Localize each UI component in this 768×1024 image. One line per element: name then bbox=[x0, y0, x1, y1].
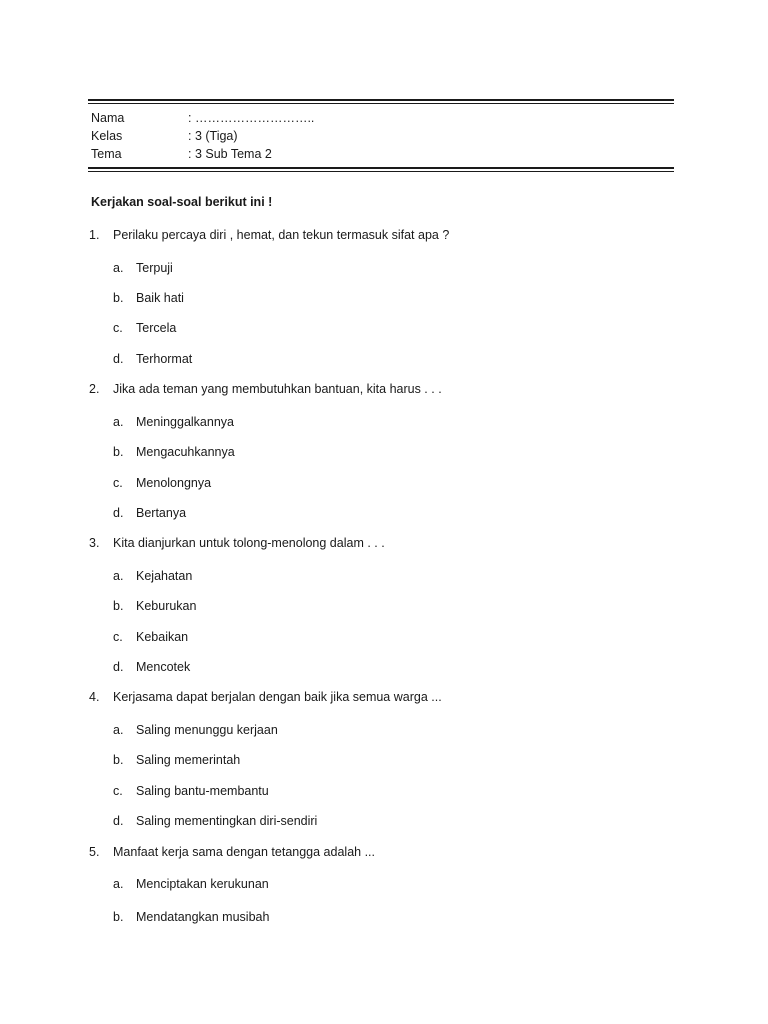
question-text: Manfaat kerja sama dengan tetangga adalah ... bbox=[113, 845, 375, 859]
option-letter: b. bbox=[113, 910, 124, 924]
option-letter: d. bbox=[113, 660, 124, 674]
option-text: Kejahatan bbox=[136, 569, 193, 583]
option-letter: b. bbox=[113, 291, 124, 305]
option-letter: d. bbox=[113, 814, 124, 828]
option-letter: a. bbox=[113, 877, 124, 891]
option-letter: c. bbox=[113, 630, 123, 644]
question-number: 2. bbox=[89, 382, 100, 396]
option-text: Saling memerintah bbox=[136, 753, 241, 767]
header-bottom-rule bbox=[88, 167, 674, 172]
option-text: Terpuji bbox=[136, 261, 173, 275]
option-text: Keburukan bbox=[136, 599, 197, 613]
option-letter: d. bbox=[113, 506, 124, 520]
option-text: Saling bantu-membantu bbox=[136, 784, 269, 798]
question-number: 5. bbox=[89, 845, 100, 859]
option-text: Terhormat bbox=[136, 352, 193, 366]
option-letter: b. bbox=[113, 599, 124, 613]
question-number: 1. bbox=[89, 228, 100, 242]
option-text: Mengacuhkannya bbox=[136, 445, 235, 459]
kelas-label: Kelas bbox=[91, 129, 123, 143]
option-text: Mencotek bbox=[136, 660, 191, 674]
option-text: Meninggalkannya bbox=[136, 415, 234, 429]
option-text: Baik hati bbox=[136, 291, 184, 305]
option-letter: b. bbox=[113, 445, 124, 459]
instruction-heading: Kerjakan soal-soal berikut ini ! bbox=[91, 195, 273, 209]
option-text: Menciptakan kerukunan bbox=[136, 877, 269, 891]
question-text: Perilaku percaya diri , hemat, dan tekun termasuk sifat apa ? bbox=[113, 228, 450, 242]
option-letter: c. bbox=[113, 476, 123, 490]
question-number: 3. bbox=[89, 536, 100, 550]
question-number: 4. bbox=[89, 690, 100, 704]
option-text: Menolongnya bbox=[136, 476, 212, 490]
option-text: Saling menunggu kerjaan bbox=[136, 723, 278, 737]
option-text: Bertanya bbox=[136, 506, 187, 520]
option-text: Saling mementingkan diri-sendiri bbox=[136, 814, 318, 828]
option-letter: a. bbox=[113, 261, 124, 275]
option-text: Mendatangkan musibah bbox=[136, 910, 270, 924]
option-letter: a. bbox=[113, 723, 124, 737]
option-letter: c. bbox=[113, 321, 123, 335]
header-top-rule bbox=[88, 99, 674, 104]
nama-label: Nama bbox=[91, 111, 125, 125]
option-text: Tercela bbox=[136, 321, 177, 335]
nama-value: : ……………………….. bbox=[188, 111, 315, 125]
question-text: Kerjasama dapat berjalan dengan baik jika semua warga ... bbox=[113, 690, 442, 704]
kelas-value: : 3 (Tiga) bbox=[188, 129, 238, 143]
option-letter: d. bbox=[113, 352, 124, 366]
option-letter: b. bbox=[113, 753, 124, 767]
option-letter: a. bbox=[113, 415, 124, 429]
option-text: Kebaikan bbox=[136, 630, 189, 644]
tema-label: Tema bbox=[91, 147, 122, 161]
question-text: Kita dianjurkan untuk tolong-menolong dalam . . . bbox=[113, 536, 385, 550]
option-letter: c. bbox=[113, 784, 123, 798]
tema-value: : 3 Sub Tema 2 bbox=[188, 147, 272, 161]
option-letter: a. bbox=[113, 569, 124, 583]
question-text: Jika ada teman yang membutuhkan bantuan, kita harus . . . bbox=[113, 382, 442, 396]
